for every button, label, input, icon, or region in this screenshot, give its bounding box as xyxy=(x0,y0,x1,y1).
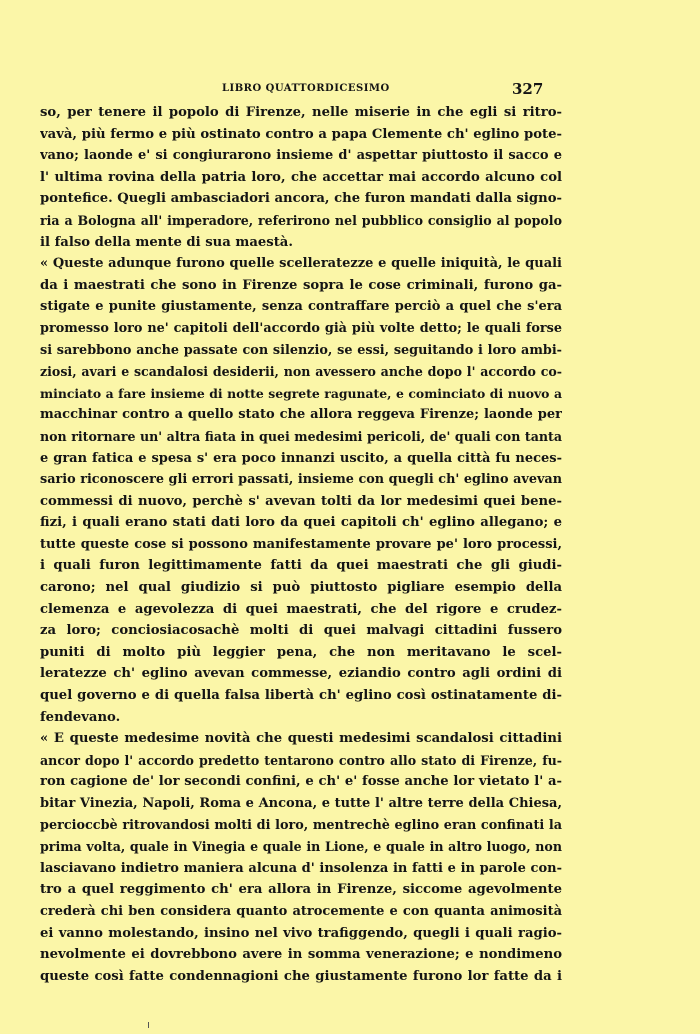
text-line: « E queste medesime novità che questi medesimi scandalosi cittadini xyxy=(40,731,562,747)
text-line: ziosi, avari e scandalosi desiderii, non avessero anche dopo l' accordo co- xyxy=(40,364,562,380)
text-line: e gran fatica e spesa s' era poco innanzi uscito, a quella città fu neces- xyxy=(40,450,562,466)
text-line: ancor dopo l' accordo predetto tentarono contro allo stato di Firenze, fu- xyxy=(40,752,562,768)
text-line: tro a quel reggimento ch' era allora in Firenze, siccome agevolmente xyxy=(40,882,562,898)
text-line: i quali furon legittimamente fatti da quei maestrati che gli giudi- xyxy=(40,558,562,574)
text-line: tutte queste cose si possono manifestamente provare pe' loro processi, xyxy=(40,536,562,552)
text-line: quel governo e di quella falsa libertà ch' eglino così ostinatamente di- xyxy=(40,688,562,704)
text-line: vavà, più fermo e più ostinato contro a papa Clemente ch' eglino pote- xyxy=(40,126,562,142)
text-line: prima volta, quale in Vinegia e quale in Lione, e quale in altro luogo, non xyxy=(40,839,562,855)
text-line: sario riconoscere gli errori passati, insieme con quegli ch' eglino avevan xyxy=(40,472,562,488)
text-line: il falso della mente di sua maestà. xyxy=(40,234,293,250)
body-text xyxy=(40,102,562,987)
page-number: 327 xyxy=(512,80,544,98)
text-line: percioccbè ritrovandosi molti di loro, mentrechè eglino eran confinati la xyxy=(40,817,562,833)
text-line: crederà chi ben considera quanto atrocemente e con quanta animosità xyxy=(40,903,562,919)
text-line: lasciavano indietro maniera alcuna d' insolenza in fatti e in parole con- xyxy=(40,860,562,876)
text-line: nevolmente ei dovrebbono avere in somma venerazione; e nondimeno xyxy=(40,947,562,963)
text-line: clemenza e agevolezza di quei maestrati, che del rigore e crudez- xyxy=(40,601,562,617)
text-line: bitar Vinezia, Napoli, Roma e Ancona, e tutte l' altre terre della Chiesa, xyxy=(40,796,562,811)
text-line: « Queste adunque furono quelle scelleratezze e quelle iniquità, le quali xyxy=(40,256,562,272)
text-line: ron cagione de' lor secondi confini, e ch' e' fosse anche lor vietato l' a- xyxy=(40,774,562,790)
running-title: LIBRO QUATTORDICESIMO xyxy=(222,83,390,94)
text-line: commessi di nuovo, perchè s' avevan tolti da lor medesimi quei bene- xyxy=(40,493,562,509)
text-line: stigate e punite giustamente, senza contraffare perciò a quel che s'era xyxy=(40,299,562,315)
text-line: vano; laonde e' si congiurarono insieme d' aspettar piuttosto il sacco e xyxy=(40,148,562,164)
text-line: queste così fatte condennagioni che giustamente furono lor fatte da i xyxy=(40,968,562,984)
text-line: si sarebbono anche passate con silenzio, se essi, seguitando i loro ambi- xyxy=(40,342,562,358)
text-line: non ritornare un' altra fiata in quei medesimi pericoli, de' quali con tanta xyxy=(40,428,562,444)
text-line: za loro; conciosiacosachè molti di quei malvagi cittadini fussero xyxy=(40,623,562,639)
page-header xyxy=(0,80,700,100)
text-line: fizi, i quali erano stati dati loro da quei capitoli ch' eglino allegano; e xyxy=(40,515,562,531)
text-line: minciato a fare insieme di notte segrete ragunate, e cominciato di nuovo a xyxy=(40,385,562,401)
text-line: pontefice. Quegli ambasciadori ancora, che furon mandati dalla signo- xyxy=(40,191,562,207)
text-line: l' ultima rovina della patria loro, che accettar mai accordo alcuno col xyxy=(40,169,562,185)
text-line: ria a Bologna all' imperadore, referirono nel pubblico consiglio al popolo xyxy=(40,212,562,228)
print-mark xyxy=(148,1022,149,1028)
paragraph-3 xyxy=(40,728,562,987)
text-line: puniti di molto più leggier pena, che non meritavano le scel- xyxy=(40,644,562,660)
paragraph-1 xyxy=(40,102,562,253)
text-line: leratezze ch' eglino avevan commesse, eziandio contro agli ordini di xyxy=(40,666,562,682)
text-line: ei vanno molestando, insino nel vivo trafiggendo, quegli i quali ragio- xyxy=(40,925,562,941)
text-line: promesso loro ne' capitoli dell'accordo già più volte detto; le quali forse xyxy=(40,320,562,336)
paragraph-2 xyxy=(40,253,562,728)
text-line: da i maestrati che sono in Firenze sopra le cose criminali, furono ga- xyxy=(40,277,562,293)
text-line: so, per tenere il popolo di Firenze, nelle miserie in che egli si ritro- xyxy=(40,105,562,120)
text-line: macchinar contro a quello stato che allora reggeva Firenze; laonde per xyxy=(40,407,562,423)
text-line: carono; nel qual giudizio si può piuttosto pigliare esempio della xyxy=(40,580,562,596)
text-line: fendevano. xyxy=(40,709,121,725)
